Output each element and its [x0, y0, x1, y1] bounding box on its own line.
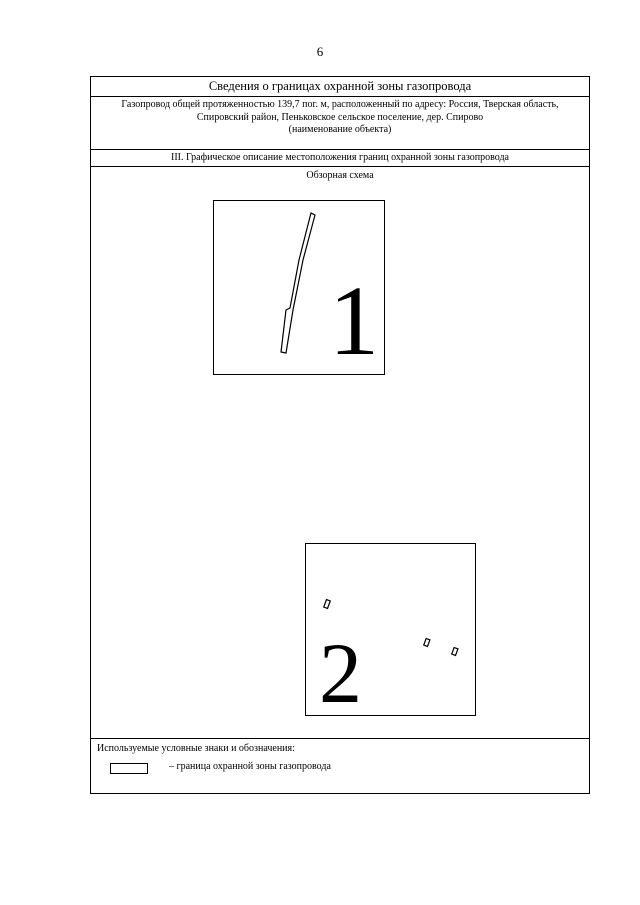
legend-boundary-symbol: [110, 763, 148, 774]
divider: [91, 96, 589, 97]
divider: [91, 149, 589, 150]
map-label-1: 1: [329, 265, 379, 376]
map-label-2: 2: [319, 625, 362, 721]
legend-title: Используемые условные знаки и обозначения:: [97, 743, 295, 754]
divider: [91, 738, 589, 739]
legend-boundary-text: – граница охранной зоны газопровода: [169, 761, 331, 772]
form-title: Сведения о границах охранной зоны газопровода: [208, 79, 472, 93]
description-line: Спировский район, Пеньковское сельское поселение, дер. Спирово: [196, 111, 484, 123]
description-caption: (наименование объекта): [288, 124, 392, 135]
description-line: Газопровод общей протяженностью 139,7 пог. м, расположенный по адресу: Россия, Тверская область,: [121, 99, 559, 110]
protection-zone-form: [90, 76, 590, 794]
section-title: III. Графическое описание местоположения границ охранной зоны газопровода: [171, 152, 509, 163]
object-description: [91, 99, 589, 137]
overview-map-1: [213, 200, 385, 375]
overview-map-2: [305, 543, 476, 721]
scheme-caption: Обзорная схема: [306, 170, 374, 181]
page-number: 6: [316, 44, 324, 59]
divider: [91, 166, 589, 167]
